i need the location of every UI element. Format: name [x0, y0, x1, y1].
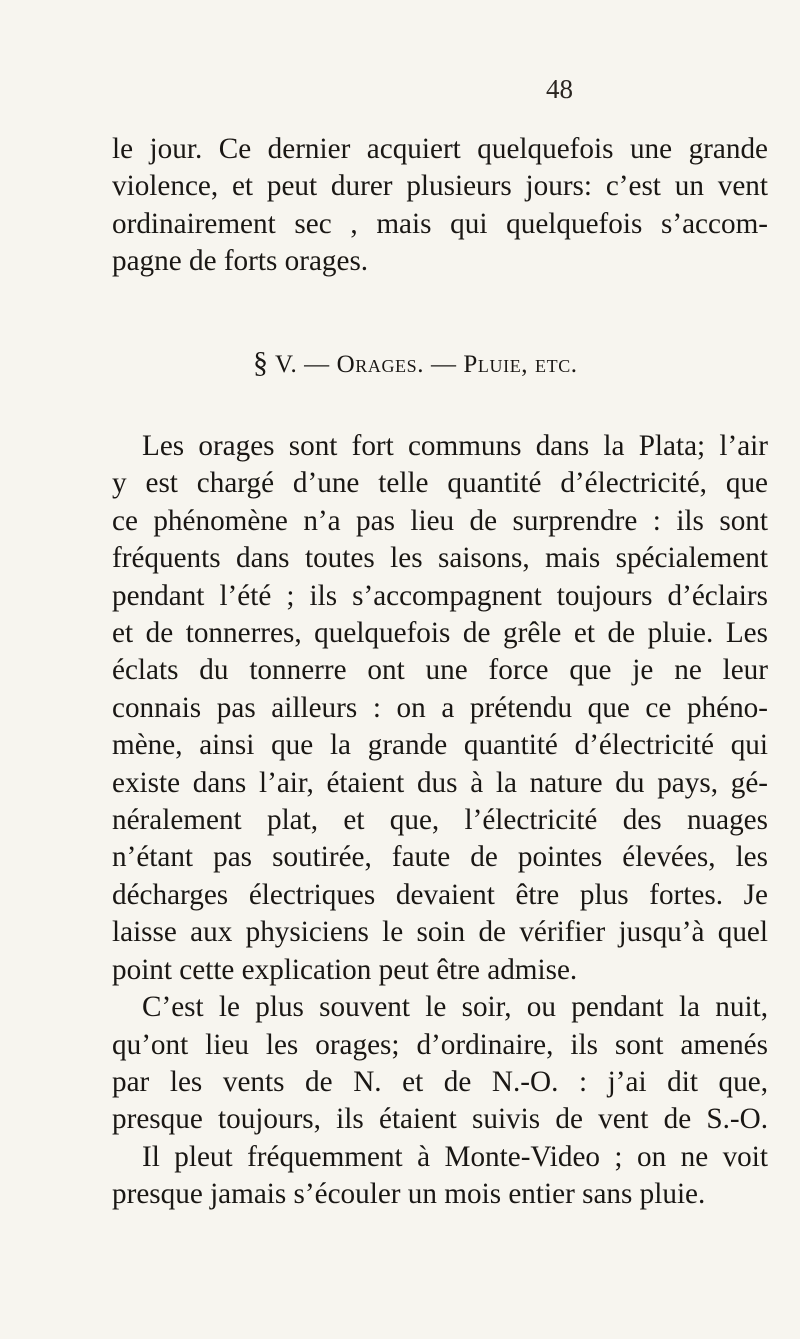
text-line: pendant l’été ; ils s’accompagnent toujours d’éclairs	[112, 579, 768, 612]
text-line: le jour. Ce dernier acquiert quelquefois une grande	[112, 133, 768, 165]
section-sign: §	[253, 346, 269, 379]
text-line: point cette explication peut être admise.	[112, 953, 578, 986]
text-line: laisse aux physiciens le soin de vérifier jusqu’à quel	[112, 916, 768, 949]
paragraph-continuation	[112, 131, 768, 281]
text-line: violence, et peut durer plusieurs jours: c’est un vent	[112, 170, 768, 203]
text-line: mène, ainsi que la grande quantité d’électricité qui	[112, 729, 768, 762]
section-heading	[253, 348, 578, 380]
text-line: pagne de forts orages.	[112, 245, 369, 278]
text-line: ce phénomène n’a pas lieu de surprendre : ils sont	[112, 504, 768, 537]
text-line: y est chargé d’une telle quantité d’électricité, que	[112, 467, 768, 500]
section-title: V. — Orages. — Pluie, etc.	[275, 351, 578, 378]
text-line: ordinairement sec , mais qui quelquefois s’accom-	[112, 207, 768, 240]
text-line: éclats du tonnerre ont une force que je ne leur	[112, 654, 768, 687]
text-line: n’étant pas soutirée, faute de pointes élevées, les	[112, 841, 768, 874]
text-line: néralement plat, et que, l’électricité des nuages	[112, 804, 768, 837]
text-line: par les vents de N. et de N.-O. : j’ai dit que,	[112, 1065, 768, 1098]
text-line: existe dans l’air, étaient dus à la nature du pays, gé-	[112, 766, 768, 799]
text-line: presque toujours, ils étaient suivis de vent de S.-O.	[112, 1103, 768, 1136]
text-line: qu’ont lieu les orages; d’ordinaire, ils sont amenés	[112, 1028, 768, 1061]
text-line: connais pas ailleurs : on a prétendu que ce phéno-	[112, 691, 768, 724]
text-line: Les orages sont fort communs dans la Plata; l’air	[142, 430, 768, 462]
text-line: fréquents dans toutes les saisons, mais spécialement	[112, 542, 768, 575]
text-line: presque jamais s’écouler un mois entier sans pluie.	[112, 1178, 706, 1211]
text-line: C’est le plus souvent le soir, ou pendant la nuit,	[142, 991, 768, 1024]
text-line: Il pleut fréquemment à Monte-Video ; on ne voit	[142, 1140, 768, 1173]
section-body	[112, 428, 768, 1214]
page-number: 48	[546, 74, 573, 104]
text-line: décharges électriques devaient être plus fortes. Je	[112, 878, 768, 911]
text-line: et de tonnerres, quelquefois de grêle et de pluie. Les	[112, 617, 768, 650]
